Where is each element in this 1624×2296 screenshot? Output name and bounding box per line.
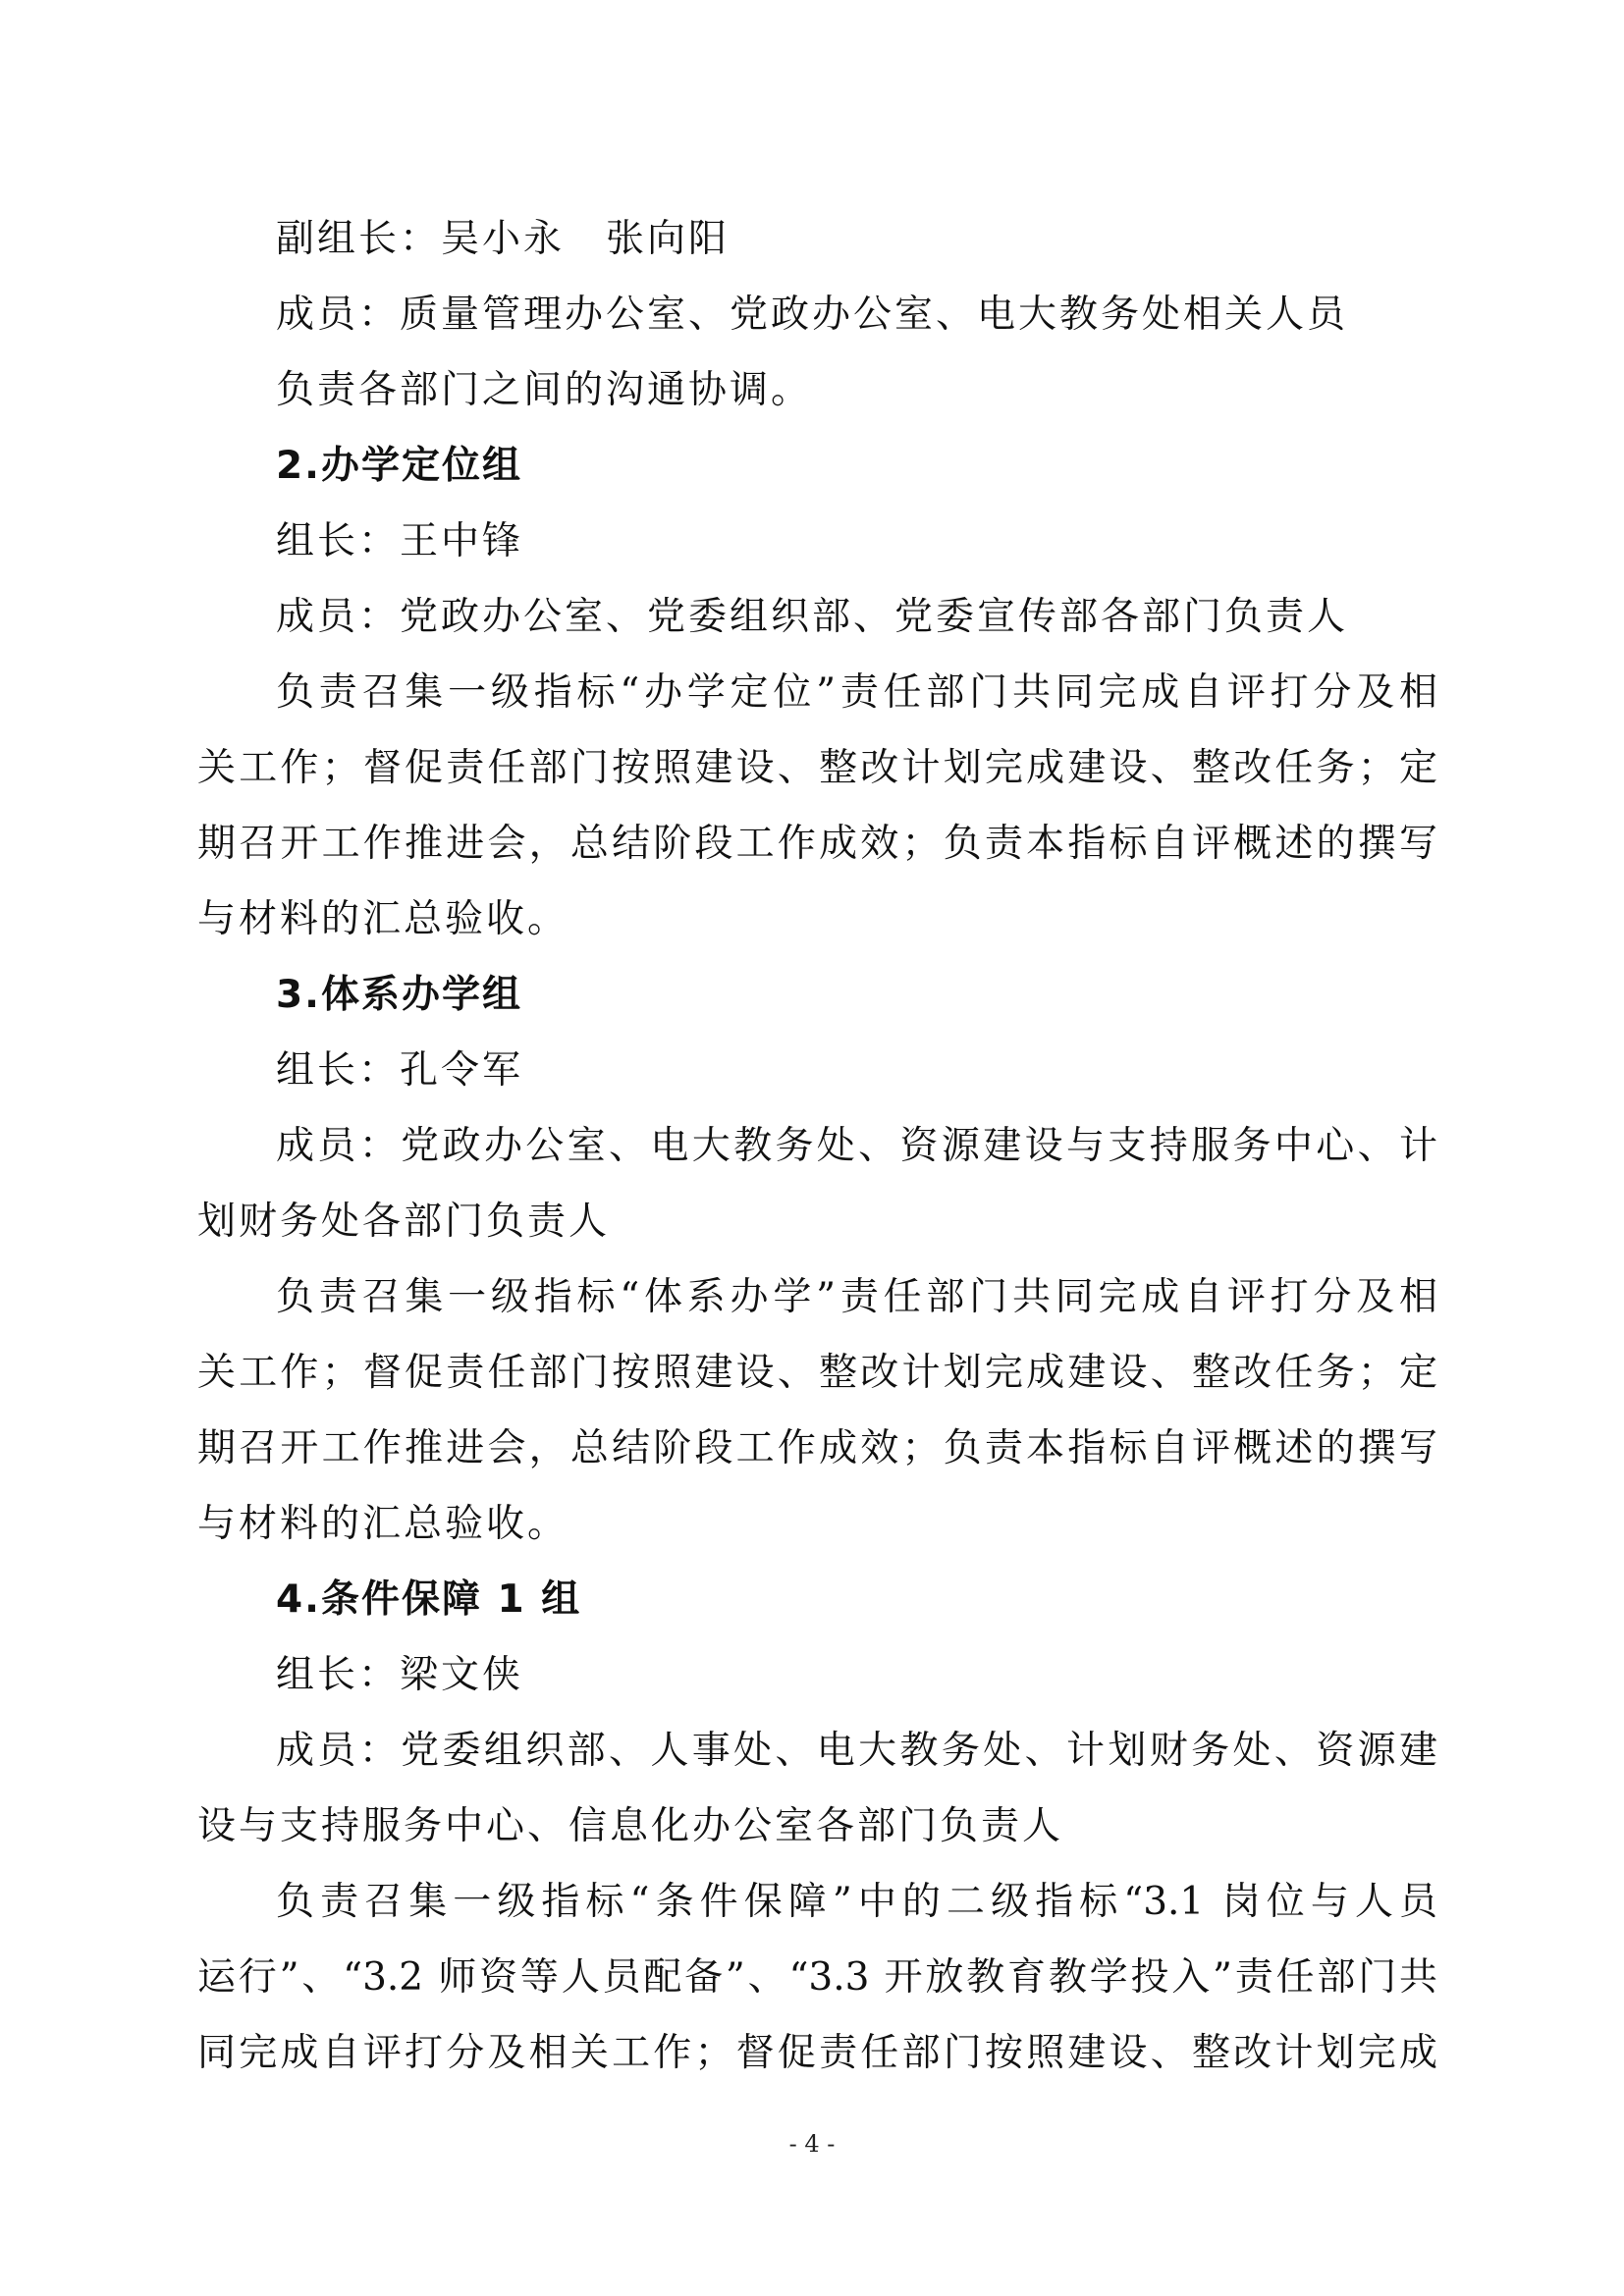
duty-paragraph-line: 负责召集一级指标“办学定位”责任部门共同完成自评打分及相 [276, 670, 1437, 715]
section-heading-4: 4.条件保障 1 组 [276, 1577, 582, 1622]
duty-paragraph-line: 同完成自评打分及相关工作；督促责任部门按照建设、整改计划完成 [197, 2031, 1437, 2075]
deputy-leader-line: 副组长：吴小永 张向阳 [276, 217, 731, 261]
section-heading-3: 3.体系办学组 [276, 973, 522, 1017]
section-heading-2: 2.办学定位组 [276, 444, 522, 488]
duty-paragraph-line: 关工作；督促责任部门按照建设、整改计划完成建设、整改任务；定 [197, 1351, 1437, 1395]
members-line: 成员：党政办公室、电大教务处、资源建设与支持服务中心、计 [276, 1124, 1437, 1168]
page-number: - 4 - [788, 2130, 836, 2158]
duty-paragraph-line: 关工作；督促责任部门按照建设、整改计划完成建设、整改任务；定 [197, 746, 1437, 790]
members-line: 设与支持服务中心、信息化办公室各部门负责人 [197, 1804, 1064, 1848]
members-line: 成员：党委组织部、人事处、电大教务处、计划财务处、资源建 [276, 1729, 1437, 1773]
document-body [197, 201, 1437, 2091]
duty-line: 负责各部门之间的沟通协调。 [276, 368, 813, 412]
duty-paragraph-line: 与材料的汇总验收。 [197, 897, 569, 941]
leader-line: 组长：梁文侠 [276, 1653, 524, 1697]
members-line: 成员：党政办公室、党委组织部、党委宣传部各部门负责人 [276, 595, 1349, 639]
leader-line: 组长：王中锋 [276, 519, 524, 563]
duty-paragraph-line: 负责召集一级指标“体系办学”责任部门共同完成自评打分及相 [276, 1275, 1437, 1319]
duty-paragraph-line: 与材料的汇总验收。 [197, 1502, 569, 1546]
duty-paragraph-line: 负责召集一级指标“条件保障”中的二级指标“3.1 岗位与人员 [276, 1880, 1437, 1924]
members-line: 成员：质量管理办公室、党政办公室、电大教务处相关人员 [276, 293, 1349, 337]
duty-paragraph-line: 期召开工作推进会，总结阶段工作成效；负责本指标自评概述的撰写 [197, 822, 1437, 866]
duty-paragraph-line: 期召开工作推进会，总结阶段工作成效；负责本指标自评概述的撰写 [197, 1426, 1437, 1470]
duty-paragraph-line: 运行”、“3.2 师资等人员配备”、“3.3 开放教育教学投入”责任部门共 [197, 1955, 1437, 2000]
leader-line: 组长：孔令军 [276, 1048, 524, 1093]
members-line: 划财务处各部门负责人 [197, 1200, 611, 1244]
